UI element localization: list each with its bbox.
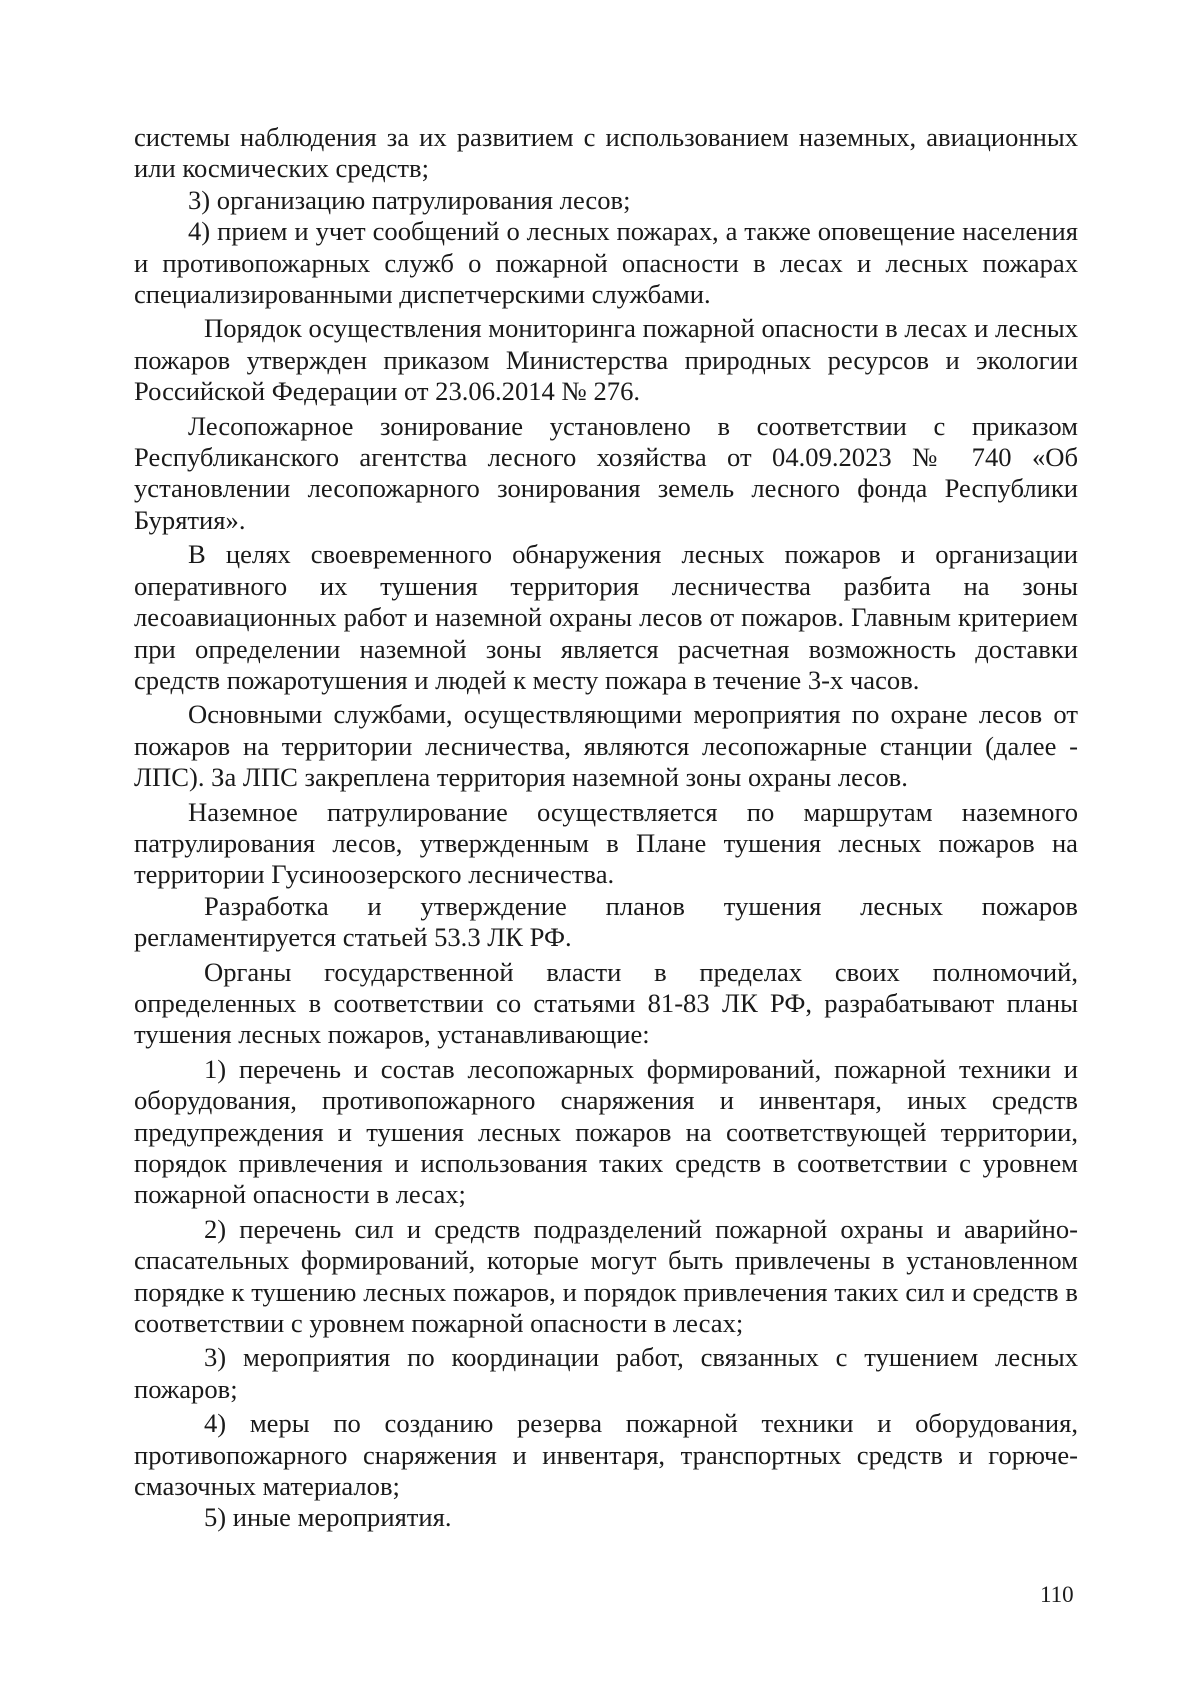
body-text (134, 122, 1078, 1534)
paragraph-continuation: системы наблюдения за их развитием с использованием наземных, авиационных или космических средств; (134, 122, 1078, 184)
plan-item-4: 4) меры по созданию резерва пожарной техники и оборудования, противопожарного снаряжения и инвентаря, транспортных средств и горюче-смазочных материалов; (134, 1408, 1078, 1502)
plan-item-3: 3) мероприятия по координации работ, связанных с тушением лесных пожаров; (134, 1342, 1078, 1404)
list-item-4: 4) прием и учет сообщений о лесных пожарах, а также оповещение населения и противопожарных служб о пожарной опасности в лесах и лесных пожарах специализированными диспетчерскими службами. (134, 216, 1078, 310)
plan-item-5: 5) иные мероприятия. (204, 1502, 452, 1533)
paragraph-plans-regulation: Разработка и утверждение планов тушения лесных пожаров регламентируется статьей 53.3 ЛК РФ. (134, 890, 1078, 953)
paragraph-zones: В целях своевременного обнаружения лесных пожаров и организации оперативного их тушения территория лесничества разбита на зоны лесоавиационных работ и наземной охраны лесов от пожаров. Главным критерием при определении наземной зоны является расчетная возможность доставки средств пожаротушения и людей к месту пожара в течение 3-х часов. (134, 539, 1078, 695)
paragraph-authorities: Органы государственной власти в пределах своих полномочий, определенных в соответствии со статьями 81-83 ЛК РФ, разрабатывают планы тушения лесных пожаров, устанавливающие: (134, 956, 1078, 1050)
list-item-3: 3) организацию патрулирования лесов; (188, 184, 631, 215)
paragraph-services: Основными службами, осуществляющими мероприятия по охране лесов от пожаров на территории лесничества, являются лесопожарные станции (далее - ЛПС). За ЛПС закреплена территория наземной зоны охраны лесов. (134, 699, 1078, 793)
plan-item-1: 1) перечень и состав лесопожарных формирований, пожарной техники и оборудования, противопожарного снаряжения и инвентаря, иных средств предупреждения и тушения лесных пожаров на соответствующей территории, порядок привлечения и использования таких средств в соответствии с уровнем пожарной опасности в лесах; (134, 1053, 1078, 1210)
paragraph-monitoring-order: Порядок осуществления мониторинга пожарной опасности в лесах и лесных пожаров утвержден приказом Министерства природных ресурсов и экологии Российской Федерации от 23.06.2014 № 276. (134, 313, 1078, 407)
paragraph-patrol: Наземное патрулирование осуществляется по маршрутам наземного патрулирования лесов, утвержденным в Плане тушения лесных пожаров на территории Гусиноозерского лесничества. (134, 796, 1078, 890)
paragraph-fire-zoning: Лесопожарное зонирование установлено в соответствии с приказом Республиканского агентства лесного хозяйства от 04.09.2023 № 740 «Об установлении лесопожарного зонирования земель лесного фонда Республики Бурятия». (134, 410, 1078, 535)
page-number: 110 (1040, 1582, 1074, 1607)
plan-item-2: 2) перечень сил и средств подразделений пожарной охраны и аварийно-спасательных формирований, которые могут быть привлечены в установленном порядке к тушению лесных пожаров, и порядок привлечения таких сил и средств в соответствии с уровнем пожарной опасности в лесах; (134, 1213, 1078, 1339)
